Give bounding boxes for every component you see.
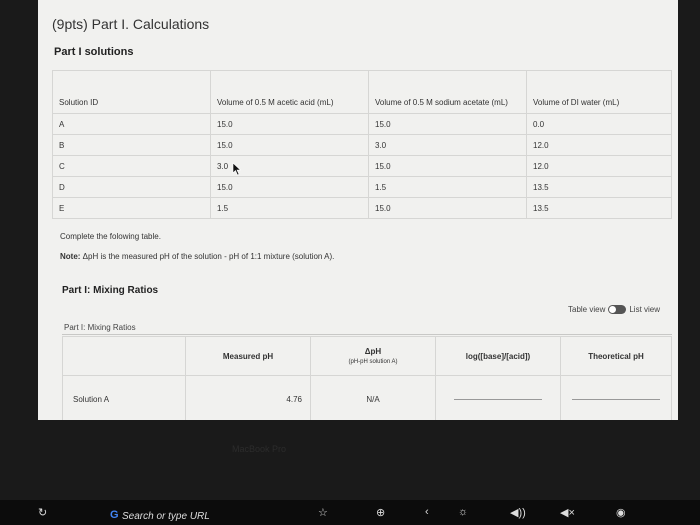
cell: 12.0 bbox=[527, 135, 672, 156]
cell: 3.0 bbox=[211, 156, 369, 177]
add-tab-icon[interactable]: ⊕ bbox=[376, 507, 386, 519]
mouse-cursor-icon bbox=[232, 162, 242, 176]
cell: E bbox=[53, 198, 211, 219]
table-row bbox=[53, 156, 672, 177]
row-label: Solution A bbox=[63, 376, 186, 421]
mixing-caption: Part I: Mixing Ratios bbox=[64, 323, 136, 332]
col-empty bbox=[63, 337, 186, 376]
mute-icon[interactable]: ◀× bbox=[560, 507, 575, 519]
cell: D bbox=[53, 177, 211, 198]
cell: 13.5 bbox=[527, 177, 672, 198]
page-title: (9pts) Part I. Calculations bbox=[52, 16, 210, 32]
cell: 15.0 bbox=[369, 114, 527, 135]
cell: A bbox=[53, 114, 211, 135]
delta-ph-sub: (pH-pH solution A) bbox=[348, 359, 398, 365]
theoretical-ph-blank[interactable] bbox=[572, 398, 660, 400]
instructions-text: Complete the folowing table. bbox=[60, 232, 161, 241]
volume-icon[interactable]: ◀)) bbox=[510, 507, 526, 519]
log-ratio-input[interactable] bbox=[436, 376, 561, 421]
search-url-field[interactable]: Search or type URL bbox=[122, 511, 210, 522]
caption-divider bbox=[62, 334, 672, 335]
mixing-heading: Part I: Mixing Ratios bbox=[62, 285, 159, 296]
theoretical-ph-input[interactable] bbox=[561, 376, 672, 421]
note-label: Note: bbox=[60, 252, 81, 261]
col-solution-id: Solution ID bbox=[53, 71, 211, 114]
table-view-label[interactable]: Table view bbox=[568, 305, 606, 314]
note-body: ΔpH is the measured pH of the solution - pH of 1:1 mixture (solution A). bbox=[80, 252, 335, 261]
brightness-icon[interactable]: ☼ bbox=[458, 506, 469, 518]
cell: 1.5 bbox=[369, 177, 527, 198]
chevron-left-icon[interactable]: ‹ bbox=[425, 506, 429, 518]
laptop-bezel-label: MacBook Pro bbox=[232, 444, 287, 454]
measured-ph-value: 4.76 bbox=[186, 376, 311, 421]
cell: 15.0 bbox=[369, 156, 527, 177]
table-row bbox=[53, 114, 672, 135]
cell: 15.0 bbox=[211, 177, 369, 198]
table-row bbox=[53, 177, 672, 198]
browser-content bbox=[38, 0, 678, 420]
cell: B bbox=[53, 135, 211, 156]
siri-icon[interactable]: ◉ bbox=[616, 507, 626, 519]
note-text bbox=[60, 252, 334, 261]
delta-ph-value: N/A bbox=[311, 376, 436, 421]
refresh-icon[interactable]: ↻ bbox=[38, 507, 48, 519]
solutions-heading: Part I solutions bbox=[54, 46, 134, 58]
list-view-label[interactable]: List view bbox=[629, 305, 661, 314]
touch-bar bbox=[0, 500, 700, 525]
delta-ph-label: ΔpH bbox=[364, 347, 382, 356]
cell: 1.5 bbox=[211, 198, 369, 219]
table-row bbox=[53, 135, 672, 156]
star-icon[interactable]: ☆ bbox=[318, 507, 328, 519]
table-row bbox=[63, 376, 672, 421]
google-g-icon: G bbox=[110, 509, 119, 521]
mixing-table bbox=[62, 336, 672, 420]
cell: 15.0 bbox=[369, 198, 527, 219]
view-toggle[interactable] bbox=[568, 305, 660, 314]
col-delta-ph bbox=[311, 337, 436, 376]
solutions-table bbox=[52, 70, 672, 219]
col-sodium-acetate: Volume of 0.5 M sodium acetate (mL) bbox=[369, 71, 527, 114]
cell: 3.0 bbox=[369, 135, 527, 156]
col-measured-ph: Measured pH bbox=[186, 337, 311, 376]
col-theoretical-ph: Theoretical pH bbox=[561, 337, 672, 376]
col-acetic-acid: Volume of 0.5 M acetic acid (mL) bbox=[211, 71, 369, 114]
table-row bbox=[53, 198, 672, 219]
cell: 15.0 bbox=[211, 135, 369, 156]
log-ratio-blank[interactable] bbox=[454, 398, 542, 400]
cell: 12.0 bbox=[527, 156, 672, 177]
toggle-switch[interactable] bbox=[608, 305, 626, 314]
cell: 15.0 bbox=[211, 114, 369, 135]
cell: 13.5 bbox=[527, 198, 672, 219]
cell: C bbox=[53, 156, 211, 177]
col-di-water: Volume of DI water (mL) bbox=[527, 71, 672, 114]
col-log-ratio: log([base]/[acid]) bbox=[436, 337, 561, 376]
toggle-knob bbox=[609, 306, 616, 313]
cell: 0.0 bbox=[527, 114, 672, 135]
